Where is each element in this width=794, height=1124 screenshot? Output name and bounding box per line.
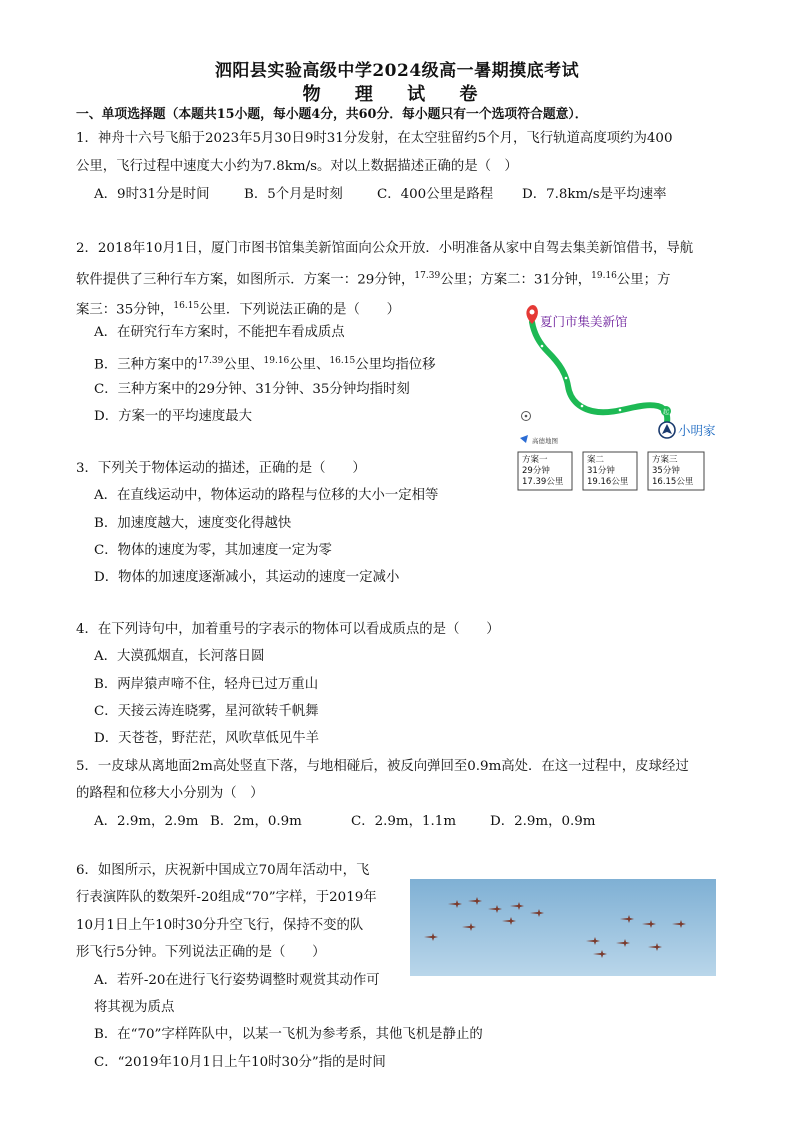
q4-option-b: B．两岸猿声啼不住，轻舟已过万重山 xyxy=(94,677,319,692)
q1-stem-line1: 1．神舟十六号飞船于2023年5月30日9时31分发射，在太空驻留约5个月，飞行轨道高度项约为400 xyxy=(76,131,673,146)
q1-option-d: D．7.8km/s是平均速率 xyxy=(522,187,667,202)
q2-distance-2: 19.16 xyxy=(591,271,617,281)
plan-box-2 xyxy=(583,452,637,490)
q2-option-b xyxy=(94,352,436,374)
map-brand: 高德地图 xyxy=(532,437,558,445)
q2-distance-3: 16.15 xyxy=(173,301,200,311)
q6-stem-line4: 形飞行5分钟。下列说法正确的是（ ） xyxy=(76,945,326,960)
q2-option-c: C．三种方案中的29分钟、31分钟、35分钟均指时刻 xyxy=(94,382,410,397)
q2-option-d: D．方案一的平均速度最大 xyxy=(94,409,253,424)
plan-2-dist: 19.16公里 xyxy=(587,477,629,487)
plan-2-time: 31分钟 xyxy=(587,466,615,476)
q2-option-b-part-a: B．三种方案中的 xyxy=(94,357,198,373)
q5-option-b: B．2m，0.9m xyxy=(210,814,302,829)
sky-background xyxy=(410,879,716,976)
q2-stem-line3 xyxy=(76,297,400,319)
q1-stem-line2: 公里，飞行过程中速度大小约为7.8km/s。对以上数据描述正确的是（ ） xyxy=(76,159,518,174)
plan-1-time: 29分钟 xyxy=(522,466,550,476)
q2-stem-line2 xyxy=(76,267,670,289)
q2-line2-part-b: 公里；方案二：31分钟， xyxy=(440,272,592,288)
q3-option-d: D．物体的加速度逐渐减小，其运动的速度一定减小 xyxy=(94,570,400,585)
route-dot xyxy=(565,377,568,380)
q4-stem: 4．在下列诗句中，加着重号的字表示的物体可以看成质点的是（ ） xyxy=(76,622,500,637)
q4-option-c: C．天接云涛连晓雾，星河欲转千帆舞 xyxy=(94,704,319,719)
exam-title: 泗阳县实验高级中学2024级高一暑期摸底考试 xyxy=(214,61,580,81)
q6-option-a-line1: A．若歼-20在进行飞行姿势调整时观赏其动作可 xyxy=(94,973,380,988)
section-heading: 一、单项选择题（本题共15小题，每小题4分，共60分．每小题只有一个选项符合题意）． xyxy=(76,107,588,122)
plan-1-name: 方案一 xyxy=(522,455,548,465)
q5-stem-line2: 的路程和位移大小分别为（ ） xyxy=(76,786,264,801)
q5-stem-line1: 5．一皮球从离地面2m高处竖直下落，与地相碰后，被反向弹回至0.9m高处．在这一过程中，皮球经过 xyxy=(76,759,689,774)
q3-option-b: B．加速度越大，速度变化得越快 xyxy=(94,516,292,531)
q3-stem: 3．下列关于物体运动的描述，正确的是（ ） xyxy=(76,461,366,476)
q1-option-b: B．5个月是时刻 xyxy=(244,187,343,202)
q2-option-a: A．在研究行车方案时，不能把车看成质点 xyxy=(94,325,345,340)
plan-3-name: 方案三 xyxy=(652,455,678,465)
q6-stem-line1: 6．如图所示，庆祝新中国成立70周年活动中，飞 xyxy=(76,863,370,878)
route-map-figure xyxy=(510,304,740,494)
plan-3-time: 35分钟 xyxy=(652,466,680,476)
q2-option-b-part-b: 公里、 xyxy=(223,357,264,373)
plan-2-name: 案二 xyxy=(587,455,605,465)
q1-option-c: C．400公里是路程 xyxy=(377,187,494,202)
q2-line2-part-c: 公里；方 xyxy=(616,272,671,288)
q6-stem-line3: 10月1日上午10时30分升空飞行，保持不变的队 xyxy=(76,918,364,933)
q2-stem-line1: 2．2018年10月1日，厦门市图书馆集美新馆面向公众开放．小明准备从家中自驾去集美新馆借书，导航 xyxy=(76,241,694,256)
q2-option-b-part-d: 公里均指位移 xyxy=(355,357,436,373)
q6-option-a-line2: 将其视为质点 xyxy=(94,1000,175,1015)
q2-option-b-d1: 17.39 xyxy=(197,356,224,366)
jet-formation-svg xyxy=(410,879,716,976)
q2-line3-part-a: 案三：35分钟， xyxy=(76,302,174,318)
route-dot xyxy=(541,345,544,348)
q2-line3-part-b: 公里．下列说法正确的是（ ） xyxy=(199,302,401,318)
start-marker-icon xyxy=(661,406,671,416)
plan-box-1 xyxy=(518,452,572,490)
q5-option-d: D．2.9m，0.9m xyxy=(490,814,596,829)
q2-distance-1: 17.39 xyxy=(414,271,441,281)
home-location-icon xyxy=(659,422,675,438)
map-destination-label: 夏门市集美新馆 xyxy=(540,314,628,329)
amap-logo-icon xyxy=(520,435,528,443)
jet-formation-photo xyxy=(410,879,716,976)
q6-option-c: C．“2019年10月1日上午10时30分”指的是时间 xyxy=(94,1055,386,1070)
map-home-label: 小明家 xyxy=(678,423,716,438)
q4-option-d: D．天苍苍，野茫茫，风吹草低见牛羊 xyxy=(94,731,319,746)
q4-option-a: A．大漠孤烟直，长河落日圆 xyxy=(94,649,265,664)
route-map-svg xyxy=(510,304,740,494)
route-dot xyxy=(619,409,622,412)
route-dot xyxy=(581,405,584,408)
locate-icon xyxy=(522,412,531,421)
destination-pin-icon xyxy=(526,305,538,324)
plan-1-dist: 17.39公里 xyxy=(522,477,564,487)
q3-option-a: A．在直线运动中，物体运动的路程与位移的大小一定相等 xyxy=(94,488,439,503)
q2-option-b-d2: 19.16 xyxy=(263,356,290,366)
q2-option-b-d3: 16.15 xyxy=(329,356,356,366)
q5-option-c: C．2.9m，1.1m xyxy=(351,814,457,829)
route-line xyxy=(532,322,670,422)
q6-stem-line2: 行表演阵队的数架歼-20组成“70”字样，于2019年 xyxy=(76,890,377,905)
q1-option-a: A．9时31分是时间 xyxy=(94,187,210,202)
q5-option-a: A．2.9m，2.9m xyxy=(94,814,199,829)
q2-line2-part-a: 软件提供了三种行车方案，如图所示．方案一：29分钟， xyxy=(76,272,415,288)
q6-option-b: B．在“70”字样阵队中，以某一飞机为参考系，其他飞机是静止的 xyxy=(94,1027,483,1042)
svg-text:起: 起 xyxy=(663,409,670,416)
q3-option-c: C．物体的速度为零，其加速度一定为零 xyxy=(94,543,332,558)
plan-box-3 xyxy=(648,452,704,490)
exam-subtitle: 物 理 试 卷 xyxy=(302,84,492,105)
q2-option-b-part-c: 公里、 xyxy=(289,357,330,373)
plan-3-dist: 16.15公里 xyxy=(652,477,694,487)
